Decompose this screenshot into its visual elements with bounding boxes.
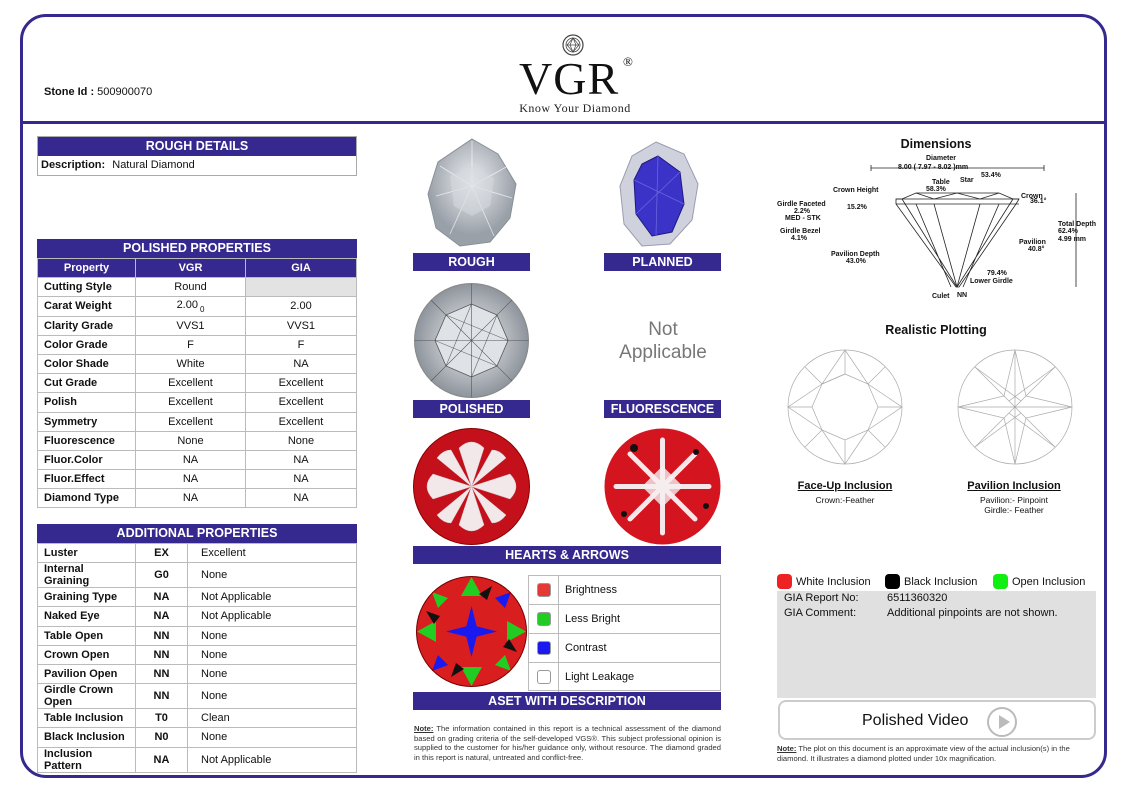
polished-row (38, 297, 357, 316)
polished-property: Cut Grade (38, 374, 136, 393)
additional-value: None (188, 563, 357, 588)
additional-row (38, 728, 357, 747)
polished-vgr: NA (136, 470, 246, 489)
stone-id-label: Stone Id : (44, 86, 95, 98)
polished-vgr: NA (136, 450, 246, 469)
inclusion-key-label: Black Inclusion (904, 576, 978, 588)
polished-row (38, 412, 357, 431)
vgr-subscript: 0 (199, 304, 205, 314)
diameter-label: Diameter (926, 155, 956, 162)
additional-code: NA (136, 747, 188, 772)
play-icon (987, 707, 1017, 737)
polished-gia: F (246, 335, 357, 354)
crown-angle-value: 36.1° (1030, 198, 1047, 205)
hearts-image (413, 428, 530, 545)
additional-row (38, 709, 357, 728)
additional-code: NN (136, 684, 188, 709)
pavilion-depth-value: 43.0% (846, 258, 866, 265)
polished-video-button[interactable] (778, 700, 1096, 740)
pavilion-angle-label: Pavilion (1019, 239, 1046, 246)
polished-property: Color Shade (38, 354, 136, 373)
rough-details-title: ROUGH DETAILS (38, 137, 356, 156)
polished-vgr: Round (136, 278, 246, 297)
polished-vgr: 2.00 $_0$ (136, 297, 246, 316)
aset-legend-label: Light Leakage (565, 671, 635, 683)
total-depth-mm: 4.99 mm (1058, 236, 1087, 243)
additional-properties-panel (37, 524, 357, 773)
faceup-inclusion-desc: Crown:-Feather (815, 495, 875, 505)
faceup-plot-image (786, 348, 904, 466)
additional-value: None (188, 626, 357, 645)
star-label: Star (960, 177, 974, 184)
aset-swatch-icon (537, 670, 551, 684)
table-label: Table (932, 179, 950, 186)
lower-girdle-value: 79.4% (987, 270, 1007, 277)
right-note-text: The plot on this document is an approximate view of the actual inclusion(s) in the diamond. It illustrates a diamond plotted under 10x magnification. (777, 744, 1070, 763)
additional-value: Not Applicable (188, 588, 357, 607)
aset-legend (528, 575, 721, 691)
polished-property: Polish (38, 393, 136, 412)
aset-legend-item (529, 634, 720, 663)
polished-properties-table (37, 258, 357, 508)
polished-row (38, 374, 357, 393)
total-depth-label: Total Depth (1058, 221, 1096, 228)
additional-row (38, 684, 357, 709)
inclusion-key-swatch-icon (777, 574, 792, 589)
additional-code: NA (136, 588, 188, 607)
polished-gia: NA (246, 450, 357, 469)
additional-property: Table Open (38, 626, 136, 645)
faceup-inclusion-title: Face-Up Inclusion (797, 480, 893, 492)
polished-row (38, 278, 357, 297)
additional-row (38, 747, 357, 772)
additional-code: T0 (136, 709, 188, 728)
polished-property: Color Grade (38, 335, 136, 354)
pavilion-angle-value: 40.8° (1028, 246, 1045, 253)
table-value: 58.3% (926, 186, 946, 193)
aset-legend-label: Contrast (565, 642, 607, 654)
polished-vgr: NA (136, 489, 246, 508)
logo-registered: ® (623, 54, 633, 69)
inclusion-key-swatch-icon (993, 574, 1008, 589)
total-depth-pct: 62.4% (1058, 228, 1078, 235)
additional-row (38, 664, 357, 683)
col-gia: GIA (246, 259, 357, 278)
pavilion-depth-label: Pavilion Depth (831, 251, 880, 258)
stone-id (44, 86, 152, 98)
inclusion-key-label: White Inclusion (796, 576, 871, 588)
additional-value: None (188, 664, 357, 683)
polished-property: Carat Weight (38, 297, 136, 316)
polished-vgr: VVS1 (136, 316, 246, 335)
polished-gia: None (246, 431, 357, 450)
polished-gia: Excellent (246, 412, 357, 431)
polished-vgr: Excellent (136, 374, 246, 393)
polished-property: Cutting Style (38, 278, 136, 297)
polished-row (38, 470, 357, 489)
additional-property: Internal Graining (38, 563, 136, 588)
polished-row (38, 431, 357, 450)
description-label: Description: (41, 159, 106, 171)
additional-code: NN (136, 645, 188, 664)
additional-property: Girdle Crown Open (38, 684, 136, 709)
polished-property: Fluor.Color (38, 450, 136, 469)
stone-id-value: 500900070 (97, 86, 153, 98)
rough-caption: ROUGH (413, 253, 530, 271)
polished-gia: 2.00 (246, 297, 357, 316)
culet-label: Culet (932, 293, 950, 300)
additional-code: N0 (136, 728, 188, 747)
additional-value: Not Applicable (188, 607, 357, 626)
inclusion-key (777, 574, 1097, 592)
inclusion-key-label: Open Inclusion (1012, 576, 1086, 588)
polished-gia: Excellent (246, 393, 357, 412)
gia-report-label: GIA Report No: (784, 592, 859, 604)
additional-value: None (188, 684, 357, 709)
additional-value: None (188, 645, 357, 664)
additional-code: NN (136, 664, 188, 683)
aset-caption: ASET WITH DESCRIPTION (413, 692, 721, 710)
polished-properties-title: POLISHED PROPERTIES (37, 239, 357, 258)
logo-tagline: Know Your Diamond (519, 101, 631, 115)
polished-row (38, 335, 357, 354)
additional-row (38, 563, 357, 588)
polished-property: Fluor.Effect (38, 470, 136, 489)
left-note (414, 724, 721, 762)
fluorescence-caption: FLUORESCENCE (604, 400, 721, 418)
diameter-value: 8.00 ( 7.97 - 8.02 )mm (898, 164, 969, 171)
additional-value: None (188, 728, 357, 747)
additional-code: EX (136, 544, 188, 563)
additional-row (38, 626, 357, 645)
aset-swatch-icon (537, 641, 551, 655)
additional-property: Inclusion Pattern (38, 747, 136, 772)
girdle-bezel-label: Girdle Bezel (780, 228, 821, 235)
polished-row (38, 393, 357, 412)
polished-vgr: White (136, 354, 246, 373)
polished-vgr: Excellent (136, 393, 246, 412)
rough-description (38, 156, 356, 174)
culet-value: NN (957, 292, 968, 299)
polished-row (38, 354, 357, 373)
aset-swatch-icon (537, 583, 551, 597)
additional-code: G0 (136, 563, 188, 588)
gia-comment-label: GIA Comment: (784, 607, 857, 619)
additional-row (38, 607, 357, 626)
vgr-logo (505, 32, 645, 118)
girdle-desc: MED - STK (785, 215, 821, 222)
additional-value: Excellent (188, 544, 357, 563)
polished-diamond-image (413, 282, 530, 399)
additional-property: Table Inclusion (38, 709, 136, 728)
dimensions-diagram (776, 152, 1098, 302)
polished-gia: NA (246, 489, 357, 508)
additional-code: NN (136, 626, 188, 645)
polished-gia: VVS1 (246, 316, 357, 335)
polished-vgr: Excellent (136, 412, 246, 431)
additional-properties-title: ADDITIONAL PROPERTIES (37, 524, 357, 543)
aset-legend-item (529, 576, 720, 605)
dimensions-title: Dimensions (900, 137, 972, 151)
aset-legend-label: Brightness (565, 584, 617, 596)
additional-property: Graining Type (38, 588, 136, 607)
polished-gia: NA (246, 354, 357, 373)
girdle-bezel-value: 4.1% (791, 235, 807, 242)
additional-row (38, 588, 357, 607)
polished-gia: Excellent (246, 374, 357, 393)
polished-gia: NA (246, 470, 357, 489)
planned-diamond-image (618, 140, 700, 248)
polished-caption: POLISHED (413, 400, 530, 418)
additional-value: Clean (188, 709, 357, 728)
hearts-arrows-caption: HEARTS & ARROWS (413, 546, 721, 564)
rough-details-panel (37, 136, 357, 176)
inclusion-key-swatch-icon (885, 574, 900, 589)
description-value: Natural Diamond (112, 159, 195, 171)
gia-panel (777, 591, 1096, 698)
polished-property: Fluorescence (38, 431, 136, 450)
right-note-label: Note: (777, 744, 797, 753)
crown-height-label: Crown Height (833, 187, 879, 194)
col-vgr: VGR (136, 259, 246, 278)
polished-property: Clarity Grade (38, 316, 136, 335)
right-note (777, 744, 1097, 763)
gia-report-value: 6511360320 (887, 592, 948, 604)
polished-row (38, 489, 357, 508)
additional-properties-table (37, 543, 357, 773)
gia-comment-value: Additional pinpoints are not shown. (887, 607, 1058, 619)
fluorescence-not-applicable: Not Applicable (619, 319, 707, 363)
additional-property: Crown Open (38, 645, 136, 664)
rough-diamond-image (420, 136, 524, 250)
additional-property: Pavilion Open (38, 664, 136, 683)
aset-legend-label: Less Bright (565, 613, 621, 625)
additional-value: Not Applicable (188, 747, 357, 772)
pavilion-inclusion-title: Pavilion Inclusion (967, 480, 1061, 492)
polished-row (38, 316, 357, 335)
additional-code: NA (136, 607, 188, 626)
additional-property: Luster (38, 544, 136, 563)
additional-row (38, 645, 357, 664)
planned-caption: PLANNED (604, 253, 721, 271)
star-value: 53.4% (981, 172, 1001, 179)
polished-gia (246, 278, 357, 297)
left-note-label: Note: (414, 724, 434, 733)
polished-row (38, 450, 357, 469)
polished-property: Symmetry (38, 412, 136, 431)
polished-vgr: F (136, 335, 246, 354)
additional-property: Black Inclusion (38, 728, 136, 747)
pavilion-plot-image (956, 348, 1074, 466)
header-divider (22, 121, 1105, 124)
polished-property: Diamond Type (38, 489, 136, 508)
additional-property: Naked Eye (38, 607, 136, 626)
girdle-faceted-label: Girdle Faceted (777, 201, 826, 208)
logo-text: VGR (519, 53, 620, 104)
lower-girdle-label: Lower Girdle (970, 278, 1013, 285)
girdle-faceted-value: 2.2% (794, 208, 810, 215)
aset-legend-item (529, 663, 720, 692)
aset-swatch-icon (537, 612, 551, 626)
aset-legend-item (529, 605, 720, 634)
pavilion-inclusion-desc2: Girdle:- Feather (984, 505, 1044, 515)
col-property: Property (38, 259, 136, 278)
pavilion-inclusion-desc1: Pavilion:- Pinpoint (979, 495, 1049, 505)
plotting-title: Realistic Plotting (885, 323, 987, 337)
polished-video-label: Polished Video (862, 712, 969, 729)
arrows-image (604, 428, 721, 545)
polished-vgr: None (136, 431, 246, 450)
crown-height-value: 15.2% (847, 204, 867, 211)
aset-image (416, 576, 527, 687)
crown-angle-label: Crown (1021, 193, 1043, 200)
additional-row (38, 544, 357, 563)
left-note-text: The information contained in this report is a technical assessment of the diamond based on grading criteria of the self-developed VGS®. This subject professional opinion is supplied to the customer for his/her guidance only, without resource. The diamond graded in this report is natural, untreated and conflict-free. (414, 724, 721, 762)
polished-properties-panel (37, 239, 357, 508)
